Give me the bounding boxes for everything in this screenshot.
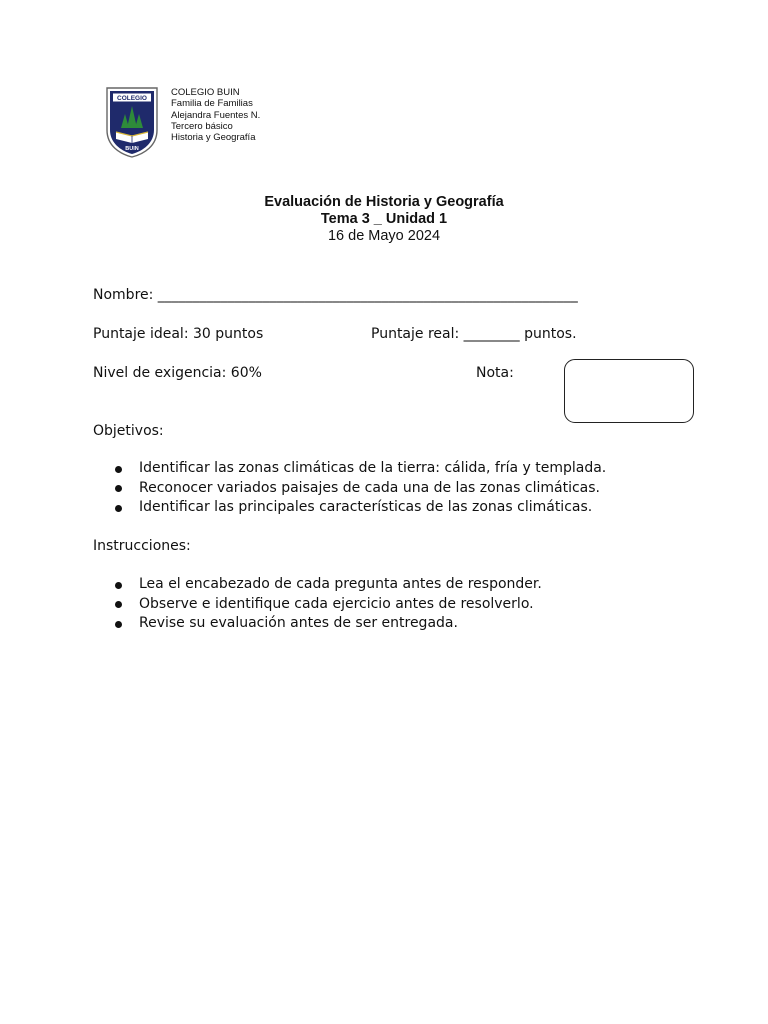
- list-item: Identificar las principales características de las zonas climáticas.: [93, 498, 606, 518]
- puntaje-ideal: Puntaje ideal: 30 puntos: [93, 326, 264, 342]
- subject-name: Historia y Geografía: [171, 132, 256, 144]
- school-motto: Familia de Familias: [171, 98, 253, 110]
- bullet-icon: [115, 485, 122, 492]
- objetivos-heading: Objetivos:: [93, 423, 164, 439]
- grade-level: Tercero básico: [171, 120, 233, 132]
- puntaje-real: Puntaje real: ________ puntos.: [371, 326, 577, 342]
- list-item: Reconocer variados paisajes de cada una de las zonas climáticas.: [93, 479, 606, 499]
- instrucciones-list: [93, 575, 542, 634]
- document-title: [0, 194, 768, 245]
- nombre-field: Nombre: ____________________________________________________________: [93, 287, 578, 303]
- title-line-2: Tema 3 _ Unidad 1: [320, 211, 448, 227]
- school-info: [171, 87, 260, 143]
- bullet-icon: [115, 621, 122, 628]
- nota-label: Nota:: [476, 365, 514, 381]
- title-line-1: Evaluación de Historia y Geografía: [264, 194, 504, 210]
- crest-top-text: COLEGIO: [117, 95, 147, 102]
- nivel-exigencia: Nivel de exigencia: 60%: [93, 365, 262, 381]
- bullet-icon: [115, 466, 122, 473]
- bullet-icon: [115, 582, 122, 589]
- title-date: 16 de Mayo 2024: [327, 228, 441, 244]
- list-item: Identificar las zonas climáticas de la tierra: cálida, fría y templada.: [93, 459, 606, 479]
- school-name: COLEGIO BUIN: [171, 87, 240, 98]
- teacher-name: Alejandra Fuentes N.: [171, 109, 261, 121]
- instrucciones-heading: Instrucciones:: [93, 538, 191, 554]
- bullet-icon: [115, 505, 122, 512]
- grade-box: [564, 359, 694, 423]
- list-item: Observe e identifique cada ejercicio antes de resolverlo.: [93, 595, 542, 615]
- bullet-icon: [115, 601, 122, 608]
- objetivos-list: [93, 459, 606, 518]
- list-item: Revise su evaluación antes de ser entregada.: [93, 614, 542, 634]
- school-crest-logo: [104, 86, 160, 158]
- list-item: Lea el encabezado de cada pregunta antes de responder.: [93, 575, 542, 595]
- crest-bottom-text: BUIN: [125, 146, 139, 152]
